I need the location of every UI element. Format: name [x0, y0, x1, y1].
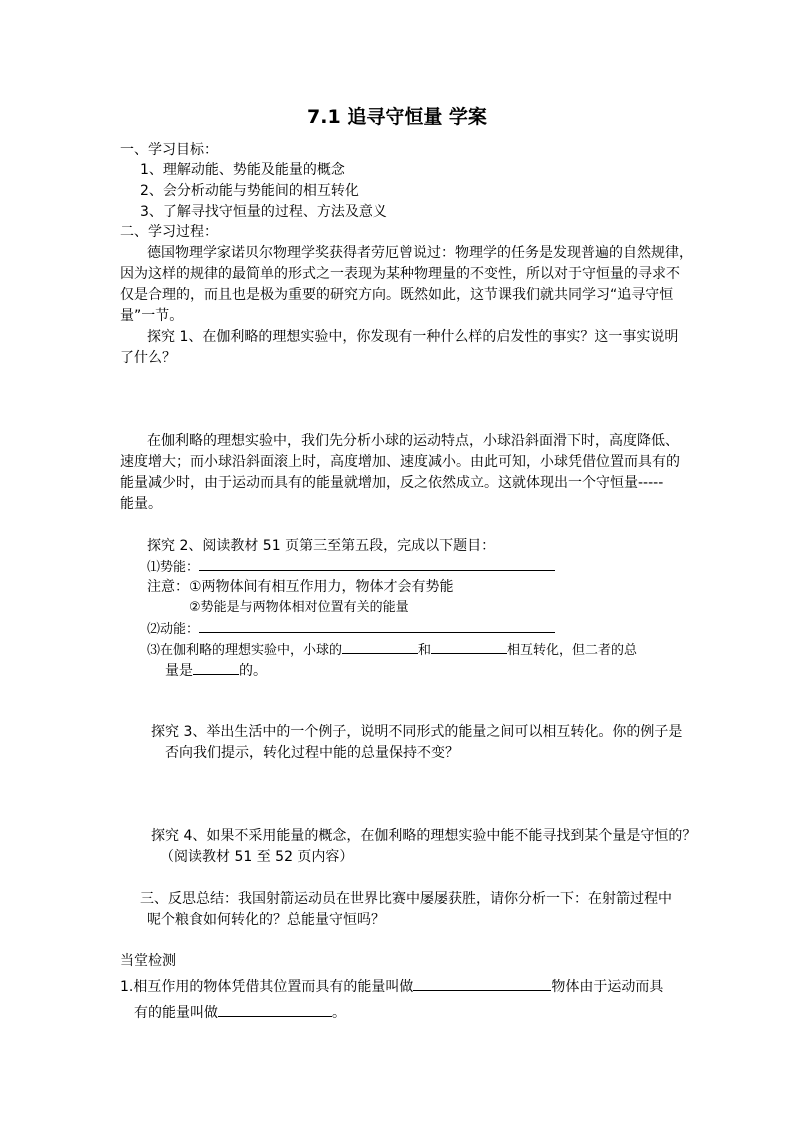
potential-energy-question	[147, 556, 555, 578]
note-item: ②势能是与两物体相对位置有关的能量	[189, 600, 409, 615]
check-text: 1.相互作用的物体凭借其位置而具有的能量叫做	[120, 979, 414, 995]
explore3-question: 探究 3、举出生活中的一个例子，说明不同形式的能量之间可以相互转化。你的例子是	[151, 724, 683, 740]
check-question	[120, 976, 663, 997]
intro-line: 德国物理学家诺贝尔物理学奖获得者劳厄曾说过：物理学的任务是发现普遍的自然规律，	[147, 245, 693, 261]
note-item: ①两物体间有相互作用力，物体才会有势能	[189, 579, 454, 595]
note-label: 注意：	[147, 579, 189, 595]
explore1-answer: 能量。	[120, 496, 162, 512]
conversion-blank[interactable]	[342, 639, 418, 654]
page-title: 7.1 追寻守恒量 学案	[307, 106, 487, 128]
potential-energy-label: ⑴势能：	[147, 560, 200, 575]
explore1-answer: 在伽利略的理想实验中，我们先分析小球的运动特点，小球沿斜面滑下时，高度降低、	[147, 433, 679, 449]
check-question	[134, 1002, 346, 1023]
kinetic-energy-answer-blank[interactable]	[218, 1002, 332, 1017]
section2-heading: 二、学习过程：	[120, 224, 218, 240]
explore1-question: 探究 1、在伽利略的理想实验中，你发现有一种什么样的启发性的事实？这一事实说明	[147, 329, 679, 345]
kinetic-energy-label: ⑵动能：	[147, 622, 200, 637]
explore4-question: （阅读教材 51 至 52 页内容）	[160, 849, 354, 865]
conversion-text: ⑶在伽利略的理想实验中，小球的	[147, 643, 343, 658]
goal-item: 1、理解动能、势能及能量的概念	[140, 162, 345, 178]
intro-line: 因为这样的规律的最简单的形式之一表现为某种物理量的不变性，所以对于守恒量的寻求不	[120, 266, 680, 282]
goal-item: 3、了解寻找守恒量的过程、方法及意义	[140, 204, 387, 220]
conversion-blank[interactable]	[431, 639, 507, 654]
reflection-question: 呢个粮食如何转化的？总能量守恒吗？	[147, 912, 385, 928]
check-text: 。	[332, 1005, 346, 1021]
explore1-question: 了什么？	[120, 350, 176, 366]
conversion-text: 相互转化，但二者的总	[507, 643, 638, 658]
explore2-heading: 探究 2、阅读教材 51 页第三至第五段，完成以下题目：	[147, 538, 496, 554]
section1-heading: 一、学习目标：	[120, 142, 218, 158]
conversion-text: 量是	[165, 663, 193, 679]
potential-energy-answer-blank[interactable]	[413, 976, 551, 991]
check-heading: 当堂检测	[120, 953, 176, 969]
check-text: 物体由于运动而具	[551, 979, 664, 995]
potential-energy-blank[interactable]	[199, 556, 555, 571]
conversion-text: 和	[418, 643, 432, 658]
conversion-question	[147, 639, 637, 661]
kinetic-energy-question	[147, 618, 555, 640]
intro-line: 仅是合理的，而且也是极为重要的研究方向。既然如此，这节课我们就共同学习“追寻守恒	[120, 287, 674, 303]
note-line	[147, 577, 454, 597]
kinetic-energy-blank[interactable]	[199, 618, 555, 633]
reflection-question: 三、反思总结：我国射箭运动员在世界比赛中屡屡获胜，请你分析一下：在射箭过程中	[140, 891, 672, 907]
explore3-question: 否向我们提示，转化过程中能的总量保持不变？	[165, 745, 459, 761]
explore1-answer: 能量减少时，由于运动而具有的能量就增加，反之依然成立。这就体现出一个守恒量-----	[120, 475, 664, 491]
conversion-question	[165, 660, 267, 681]
total-amount-blank[interactable]	[193, 660, 239, 675]
intro-line: 量”一节。	[120, 308, 184, 324]
check-text: 有的能量叫做	[134, 1005, 218, 1021]
goal-item: 2、会分析动能与势能间的相互转化	[140, 183, 359, 199]
explore4-question: 探究 4、如果不采用能量的概念，在伽利略的理想实验中能不能寻找到某个量是守恒的？	[151, 828, 697, 844]
explore1-answer: 速度增大；而小球沿斜面滚上时，高度增加、速度减小。由此可知，小球凭借位置而具有的	[120, 454, 680, 470]
conversion-text: 的。	[239, 663, 267, 679]
